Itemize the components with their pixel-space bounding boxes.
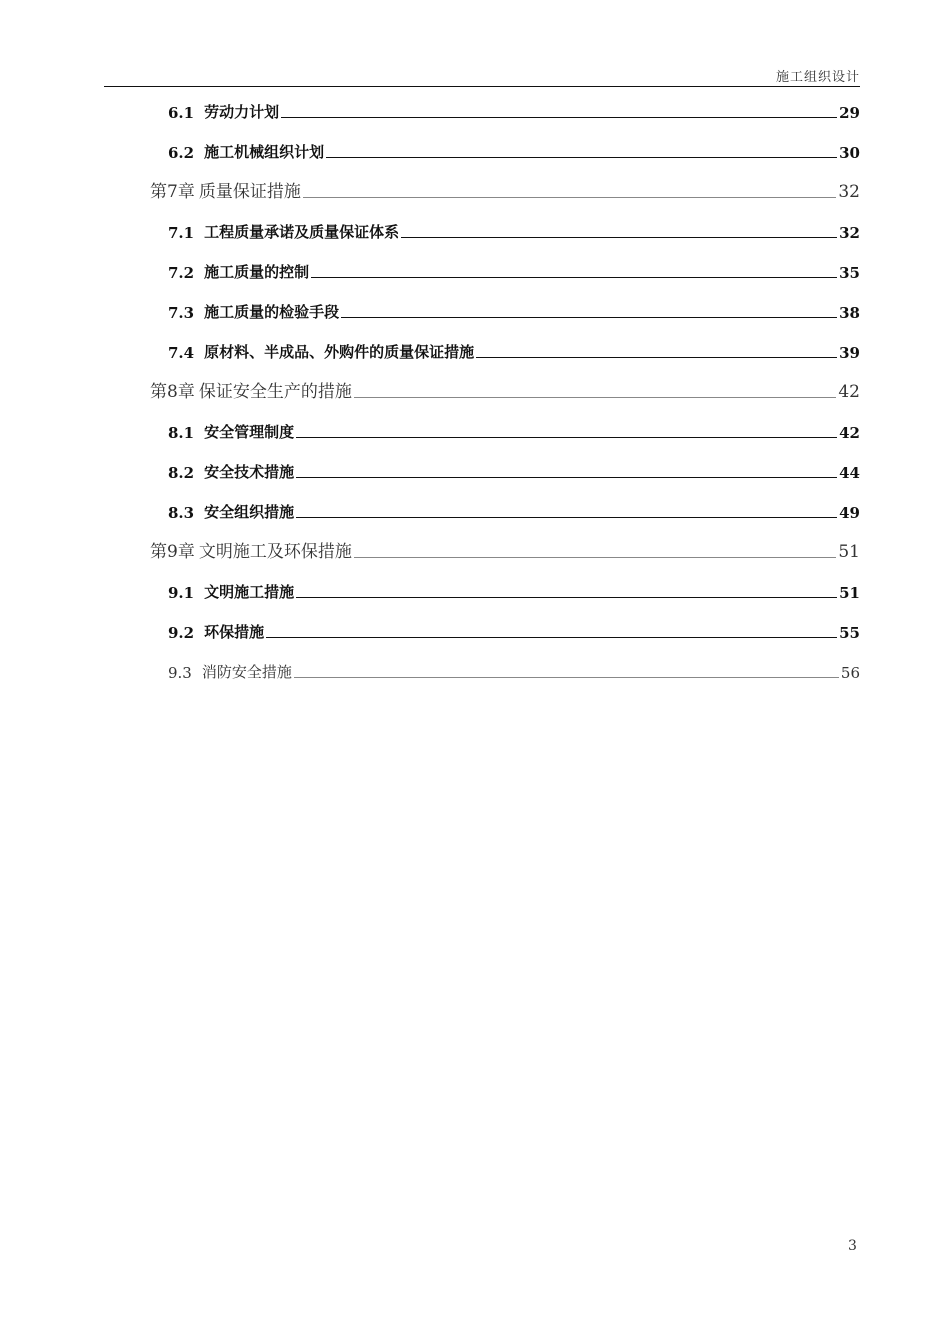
- toc-entry-number: 7.3: [168, 304, 195, 322]
- toc-entry-page: 42: [839, 424, 860, 442]
- toc-section-entry[interactable]: [168, 134, 860, 162]
- toc-section-entry[interactable]: [168, 294, 860, 322]
- toc-entry-page: 35: [839, 264, 860, 282]
- toc-entry-page: 56: [840, 664, 860, 682]
- toc-leader-line: [326, 157, 837, 158]
- toc-leader-line: [354, 557, 837, 558]
- toc-chapter-entry[interactable]: [150, 374, 860, 402]
- toc-section-entry[interactable]: [168, 414, 860, 442]
- toc-entry-title: 劳动力计划: [204, 103, 280, 121]
- toc-leader-line: [296, 517, 837, 518]
- toc-entry-title: 安全组织措施: [204, 503, 295, 521]
- toc-entry-page: 44: [839, 464, 860, 482]
- toc-entry-page: 39: [839, 344, 860, 362]
- toc-entry-page: 42: [838, 382, 860, 402]
- toc-entry-number: 8.1: [168, 424, 195, 442]
- toc-section-entry[interactable]: [168, 654, 860, 682]
- toc-entry-number: 第7章: [150, 182, 195, 202]
- toc-section-entry[interactable]: [168, 574, 860, 602]
- toc-entry-page: 30: [839, 144, 860, 162]
- page-number: 3: [848, 1238, 857, 1254]
- toc-entry-page: 38: [839, 304, 860, 322]
- toc-entry-page: 55: [839, 624, 860, 642]
- toc-leader-line: [311, 277, 837, 278]
- toc-entry-page: 51: [838, 542, 860, 562]
- toc-leader-line: [401, 237, 837, 238]
- toc-entry-page: 32: [838, 182, 860, 202]
- toc-entry-title: 文明施工措施: [204, 583, 295, 601]
- toc-entry-title: 质量保证措施: [198, 182, 301, 202]
- toc-leader-line: [296, 597, 837, 598]
- toc-leader-line: [296, 437, 837, 438]
- toc-entry-title: 安全管理制度: [204, 423, 295, 441]
- toc-entry-number: 第8章: [150, 382, 195, 402]
- toc-entry-number: 9.2: [168, 624, 195, 642]
- toc-entry-title: 保证安全生产的措施: [198, 382, 352, 402]
- toc-leader-line: [303, 197, 837, 198]
- toc-chapter-entry[interactable]: [150, 174, 860, 202]
- toc-section-entry[interactable]: [168, 254, 860, 282]
- toc-leader-line: [341, 317, 837, 318]
- toc-entry-number: 第9章: [150, 542, 195, 562]
- page-header: [104, 66, 860, 87]
- toc-leader-line: [476, 357, 837, 358]
- toc-entry-number: 7.2: [168, 264, 195, 282]
- toc-leader-line: [354, 397, 837, 398]
- toc-entry-title: 环保措施: [204, 623, 265, 641]
- toc-entry-title: 施工质量的检验手段: [204, 303, 340, 321]
- toc-section-entry[interactable]: [168, 334, 860, 362]
- toc-entry-page: 51: [839, 584, 860, 602]
- toc-section-entry[interactable]: [168, 494, 860, 522]
- toc-entry-number: 9.1: [168, 584, 195, 602]
- toc-entry-title: 文明施工及环保措施: [198, 542, 352, 562]
- toc-entry-title: 原材料、半成品、外购件的质量保证措施: [204, 343, 475, 361]
- toc-entry-title: 消防安全措施: [201, 663, 292, 681]
- toc-entry-number: 6.1: [168, 104, 195, 122]
- toc-entry-page: 49: [839, 504, 860, 522]
- toc-entry-number: 8.3: [168, 504, 195, 522]
- toc-entry-title: 施工机械组织计划: [204, 143, 325, 161]
- toc-entry-title: 工程质量承诺及质量保证体系: [204, 223, 400, 241]
- toc-entry-title: 施工质量的控制: [204, 263, 310, 281]
- toc-section-entry[interactable]: [168, 214, 860, 242]
- header-title: 施工组织设计: [775, 70, 860, 85]
- toc-entry-number: 9.3: [168, 664, 192, 682]
- toc-section-entry[interactable]: [168, 614, 860, 642]
- toc-leader-line: [296, 477, 837, 478]
- toc-section-entry[interactable]: [168, 94, 860, 122]
- toc-entry-number: 6.2: [168, 144, 195, 162]
- toc-entry-title: 安全技术措施: [204, 463, 295, 481]
- toc-entry-number: 7.1: [168, 224, 195, 242]
- toc-leader-line: [281, 117, 837, 118]
- toc-entry-page: 32: [839, 224, 860, 242]
- toc-leader-line: [266, 637, 837, 638]
- toc-section-entry[interactable]: [168, 454, 860, 482]
- toc-chapter-entry[interactable]: [150, 534, 860, 562]
- toc-entry-number: 8.2: [168, 464, 195, 482]
- toc-entry-number: 7.4: [168, 344, 195, 362]
- toc-leader-line: [294, 677, 839, 678]
- toc-entry-page: 29: [839, 104, 860, 122]
